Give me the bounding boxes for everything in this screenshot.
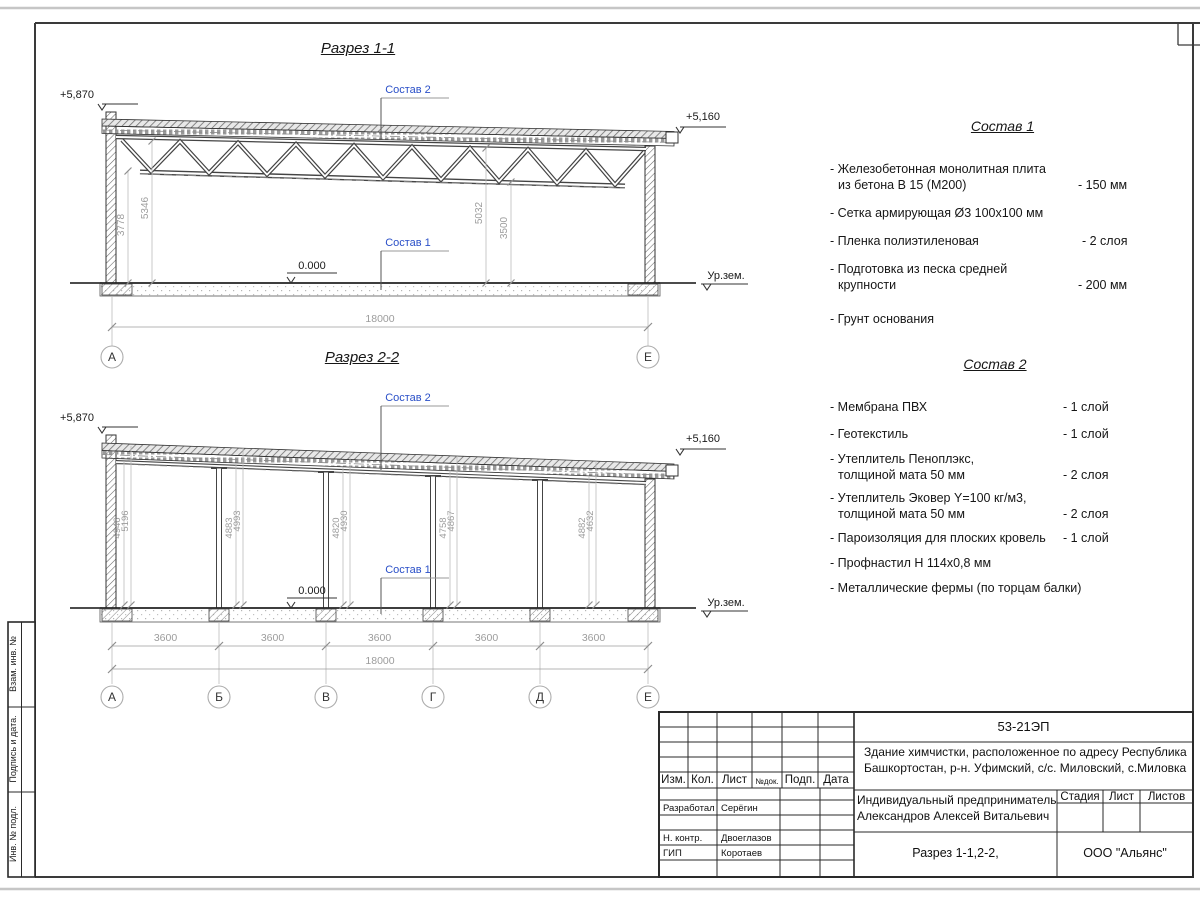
titleblock-name-seregin: Серёгин <box>721 803 758 814</box>
s2-dim-bay-5: 3600 <box>581 632 606 644</box>
s1-zero-mark: 0.000 <box>298 260 326 272</box>
s1-left-wall <box>106 112 116 283</box>
s2-leader-sostav1: Состав 1 <box>385 564 431 576</box>
s2-dim-4820: 4820 <box>331 517 342 539</box>
titleblock-role-nkontr: Н. контр. <box>663 833 703 844</box>
sostav2-item3-line2: толщиной мата 50 мм <box>838 468 965 482</box>
sostav2-block <box>830 352 1180 602</box>
s1-truss <box>116 137 646 188</box>
s2-elev-right: +5,160 <box>686 433 720 445</box>
sostav1-block <box>830 112 1175 342</box>
sostav2-item2-line1: - Геотекстиль <box>830 427 909 441</box>
sostav2-item4-line1: - Утеплитель Эковер Y=100 кг/м3, <box>830 491 1027 505</box>
sostav2-item3-line1: - Утеплитель Пеноплэкс, <box>830 452 975 466</box>
s2-axis-B: Б <box>215 690 223 704</box>
s2-dim-bay-1: 3600 <box>153 632 178 644</box>
s2-axis-E: Е <box>643 690 653 704</box>
sostav1-item3-line1: - Пленка полиэтиленовая <box>830 234 979 248</box>
titleblock-object-line1: Здание химчистки, расположенное по адресу Республика <box>864 745 1187 759</box>
section2-title: Разрез 2-2 <box>324 349 400 366</box>
s2-dim-4883: 4883 <box>224 517 235 539</box>
s1-axis-E: Е <box>643 350 653 364</box>
s2-dim-bay-3: 3600 <box>367 632 392 644</box>
s2-dim-4946: 4946 <box>112 517 123 539</box>
s2-roof-end-cap <box>666 465 678 476</box>
sostav1-item4-line2: крупности <box>838 278 897 292</box>
titleblock-col-ndok: №док. <box>755 777 779 786</box>
s1-elev-left: +5,870 <box>60 89 94 101</box>
s2-dim-4632: 4632 <box>585 510 596 532</box>
titleblock-doc-code: 53-21ЭП <box>997 719 1050 734</box>
s2-leaders <box>381 406 449 614</box>
s2-ground-label: Ур.зем. <box>707 597 745 609</box>
titleblock-role-gip: ГИП <box>663 848 682 859</box>
sostav2-item6-line1: - Профнастил Н 114х0,8 мм <box>830 556 992 570</box>
sostav1-item1-line2: из бетона В 15 (М200) <box>838 178 967 192</box>
s2-dim-4930: 4930 <box>339 510 350 532</box>
s2-axis-D: Д <box>535 690 545 704</box>
s1-floor-slab <box>100 283 660 296</box>
s2-axis-bubbles <box>101 686 659 708</box>
sostav2-item7-line1: - Металлические фермы (по торцам балки) <box>830 581 1082 595</box>
s2-dim-4882: 4882 <box>577 517 588 539</box>
sostav2-item4-value: - 2 слоя <box>1063 507 1109 521</box>
side-stamp-label-podpis: Подпись и дата. <box>8 715 18 783</box>
s1-dim-5346: 5346 <box>140 196 151 220</box>
sostav1-item4-value: - 200 мм <box>1078 278 1128 292</box>
s2-axis-A: А <box>107 690 117 704</box>
sostav2-item5-line1: - Пароизоляция для плоских кровель <box>830 531 1046 545</box>
section-2-2-drawing <box>60 392 748 708</box>
s1-right-wall <box>645 146 655 283</box>
titleblock-role-razrabotal: Разработал <box>663 803 715 814</box>
titleblock-name-dvoeglazov: Двоеглазов <box>721 833 772 844</box>
s1-roof-end-cap <box>666 132 678 143</box>
sostav2-item1-value: - 1 слой <box>1063 400 1109 414</box>
s1-dim-3778: 3778 <box>116 213 127 237</box>
side-stamp-label-vzam: Взам. инв. № <box>8 636 18 692</box>
s1-dim-18000: 18000 <box>365 313 395 325</box>
titleblock-object-line2: Башкортостан, р-н. Уфимский, с/с. Миловский, с.Миловка <box>864 761 1187 775</box>
s2-axis-G: Г <box>429 690 437 704</box>
titleblock-company: ООО "Альянс" <box>1083 846 1167 860</box>
titleblock-col-izm: Изм. <box>661 774 686 786</box>
s2-floor-slab <box>100 608 660 622</box>
sostav1-item1-line1: - Железобетонная монолитная плита <box>830 162 1046 176</box>
s2-dim-4993: 4993 <box>232 510 243 532</box>
s2-right-wall <box>645 479 655 608</box>
sostav1-item2-line1: - Сетка армирующая Ø3 100х100 мм <box>830 206 1044 220</box>
sostav1-item5-line1: - Грунт основания <box>830 312 935 326</box>
sostav1-item3-value: - 2 слоя <box>1082 234 1128 248</box>
titleblock-client-line1: Индивидуальный предприниматель <box>857 793 1057 807</box>
sostav2-item4-line2: толщиной мата 50 мм <box>838 507 965 521</box>
side-stamp-label-inv: Инв. № подл. <box>8 805 18 863</box>
titleblock-client-line2: Александров Алексей Витальевич <box>857 809 1050 823</box>
s1-axis-A: А <box>107 350 117 364</box>
s1-leader-sostav1: Состав 1 <box>385 237 431 249</box>
s2-columns <box>211 468 548 608</box>
s2-dim-bay-4: 3600 <box>474 632 499 644</box>
sostav1-item4-line1: - Подготовка из песка средней <box>830 262 1008 276</box>
section1-title: Разрез 1-1 <box>320 40 396 57</box>
sostav2-title: Состав 2 <box>963 356 1027 372</box>
titleblock-col-podp: Подп. <box>784 774 816 786</box>
titleblock-col-data: Дата <box>823 774 849 786</box>
titleblock-col-list: Лист <box>722 774 747 786</box>
s2-dim-4758: 4758 <box>438 517 449 539</box>
s2-dim-4867: 4867 <box>446 510 457 532</box>
s1-dim-5032: 5032 <box>474 201 485 225</box>
s2-dim-bay-2: 3600 <box>260 632 285 644</box>
s1-leader-sostav2: Состав 2 <box>385 84 431 96</box>
s2-zero-mark: 0.000 <box>298 585 326 597</box>
sostav2-item5-value: - 1 слой <box>1063 531 1109 545</box>
sostav1-item1-value: - 150 мм <box>1078 178 1128 192</box>
titleblock-col-kol: Кол. <box>691 774 714 786</box>
s2-axis-V: В <box>321 690 331 704</box>
s2-leader-sostav2: Состав 2 <box>385 392 431 404</box>
titleblock-sheet-label: Лист <box>1109 791 1134 803</box>
side-stamp <box>8 622 35 877</box>
sostav2-item2-value: - 1 слой <box>1063 427 1109 441</box>
s1-elev-right: +5,160 <box>686 111 720 123</box>
section-1-1-drawing <box>60 84 748 368</box>
sostav1-title: Состав 1 <box>970 118 1035 134</box>
titleblock-sheets-label: Листов <box>1147 791 1186 803</box>
s2-dim-5196: 5196 <box>120 510 131 532</box>
titleblock-sheet-title: Разрез 1-1,2-2, <box>912 846 999 860</box>
s1-ground-label: Ур.зем. <box>707 270 745 282</box>
s2-dim-18000: 18000 <box>365 655 395 667</box>
sostav2-item1-line1: - Мембрана ПВХ <box>830 400 928 414</box>
titleblock-stage-label: Стадия <box>1060 791 1100 803</box>
sostav2-item3-value: - 2 слоя <box>1063 468 1109 482</box>
titleblock-name-korotaev: Коротаев <box>721 848 763 859</box>
s2-elev-left: +5,870 <box>60 412 94 424</box>
s1-dim-3500: 3500 <box>499 216 510 240</box>
